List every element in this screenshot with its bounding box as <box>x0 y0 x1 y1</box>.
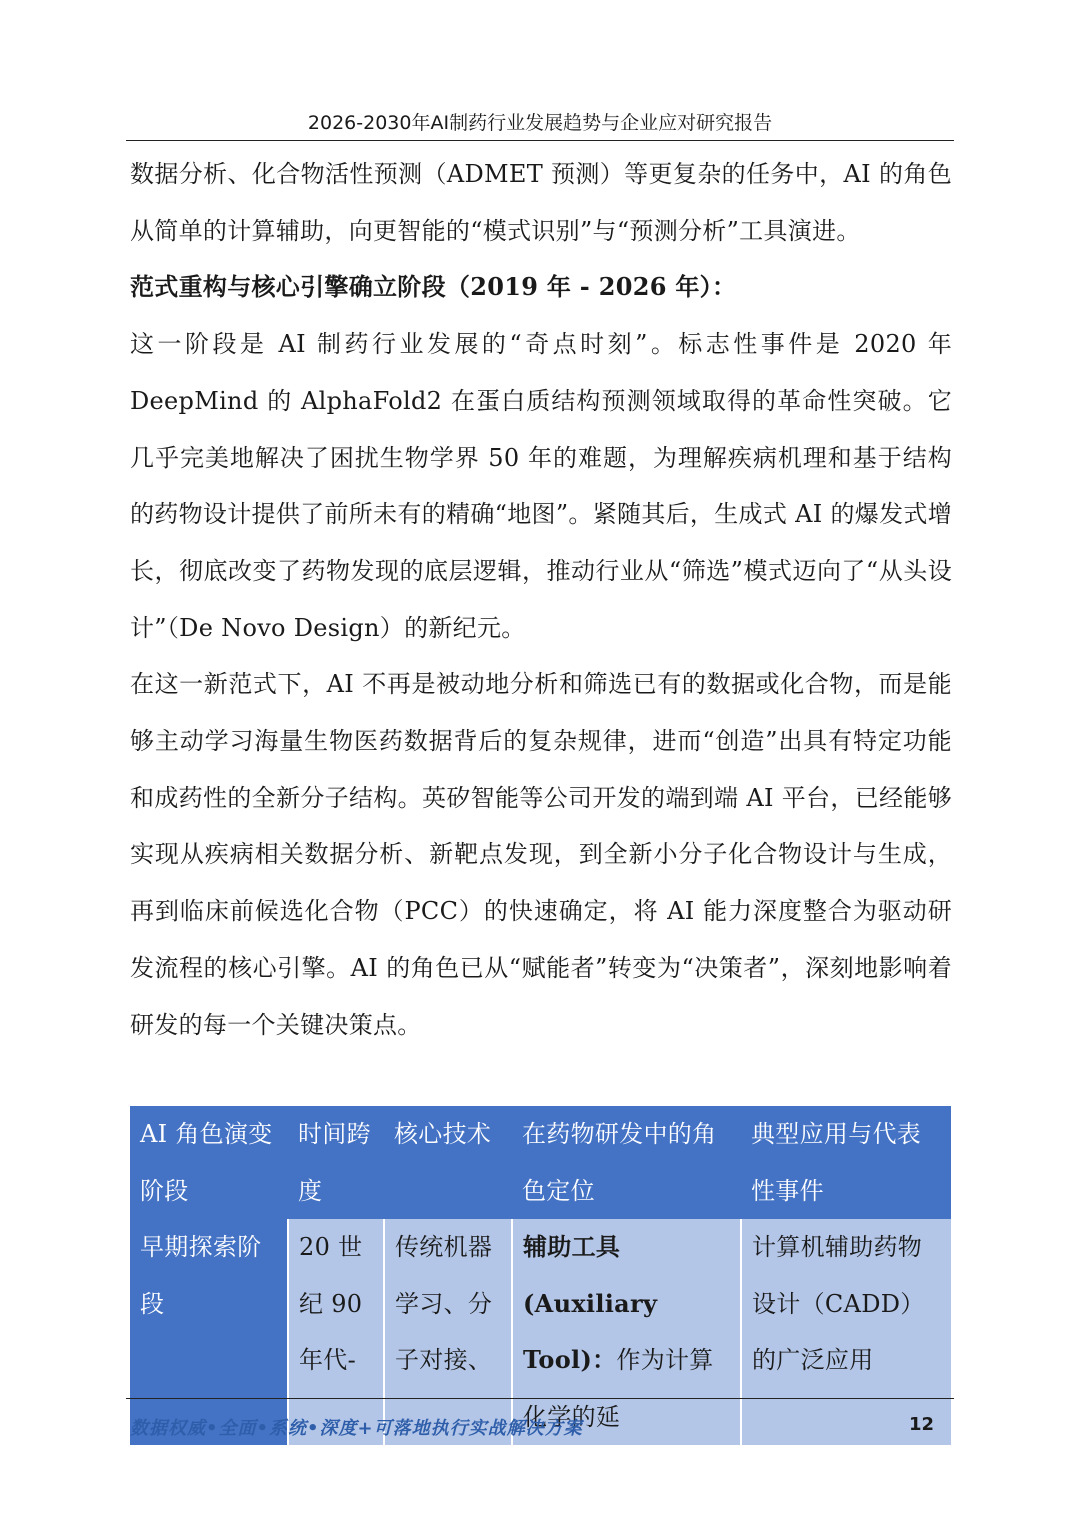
document-body <box>130 146 952 1053</box>
footer-divider <box>126 1398 954 1399</box>
cell-role-text: 作为计算化学的延 <box>523 1346 714 1431</box>
header-tech: 核心技术 <box>384 1106 512 1219</box>
paragraph-continuation: 数据分析、化合物活性预测（ADMET 预测）等更复杂的任务中，AI 的角色从简单的计算辅助，向更智能的“模式识别”与“预测分析”工具演进。 <box>130 160 952 245</box>
paragraph-alphafold: 这一阶段是 AI 制药行业发展的“奇点时刻”。标志性事件是 2020 年 DeepMind 的 AlphaFold2 在蛋白质结构预测领域取得的革命性突破。它几乎完美地解决了困扰生物学界 50 年的难题，为理解疾病机理和基于结构的药物设计提供了前所未有的精确“地图”。紧随其后，生成式 AI 的爆发式增长，彻底改变了药物发现的底层逻辑，推动行业从“筛选”模式迈向了“从头设计”（De Novo Design）的新纪元。 <box>130 330 952 642</box>
paragraph-new-paradigm: 在这一新范式下，AI 不再是被动地分析和筛选已有的数据或化合物，而是能够主动学习海量生物医药数据背后的复杂规律，进而“创造”出具有特定功能和成药性的全新分子结构。英矽智能等公司开发的端到端 AI 平台，已经能够实现从疾病相关数据分析、新靶点发现，到全新小分子化合物设计与生成，再到临床前候选化合物（PCC）的快速确定，将 AI 能力深度整合为驱动研发流程的核心引擎。AI 的角色已从“赋能者”转变为“决策者”，深刻地影响着研发的每一个关键决策点。 <box>130 670 952 1039</box>
header-apps: 典型应用与代表性事件 <box>741 1106 951 1219</box>
ai-role-evolution-table <box>130 1106 951 1445</box>
header-divider <box>126 140 954 141</box>
cell-role <box>512 1219 741 1445</box>
cell-stage: 早期探索阶段 <box>130 1219 288 1445</box>
cell-apps: 计算机辅助药物设计（CADD）的广泛应用 <box>741 1219 951 1445</box>
table-row <box>130 1219 951 1445</box>
cell-role-title: 辅助工具 (Auxiliary Tool)： <box>523 1232 658 1374</box>
report-header-title: 2026-2030年AI制药行业发展趋势与企业应对研究报告 <box>307 112 773 134</box>
cell-tech: 传统机器学习、分子对接、 <box>384 1219 512 1445</box>
header-role: 在药物研发中的角色定位 <box>512 1106 741 1219</box>
section-heading: 范式重构与核心引擎确立阶段（2019 年 - 2026 年）： <box>130 272 737 302</box>
header-stage: AI 角色演变阶段 <box>130 1106 288 1219</box>
header-period: 时间跨度 <box>288 1106 384 1219</box>
cell-period: 20 世纪 90 年代- <box>288 1219 384 1445</box>
page-number: 12 <box>908 1414 934 1435</box>
footer-slogan: 数据权威•全面•系统•深度+可落地执行实战解决方案 <box>130 1418 583 1439</box>
table-header-row <box>130 1106 951 1219</box>
